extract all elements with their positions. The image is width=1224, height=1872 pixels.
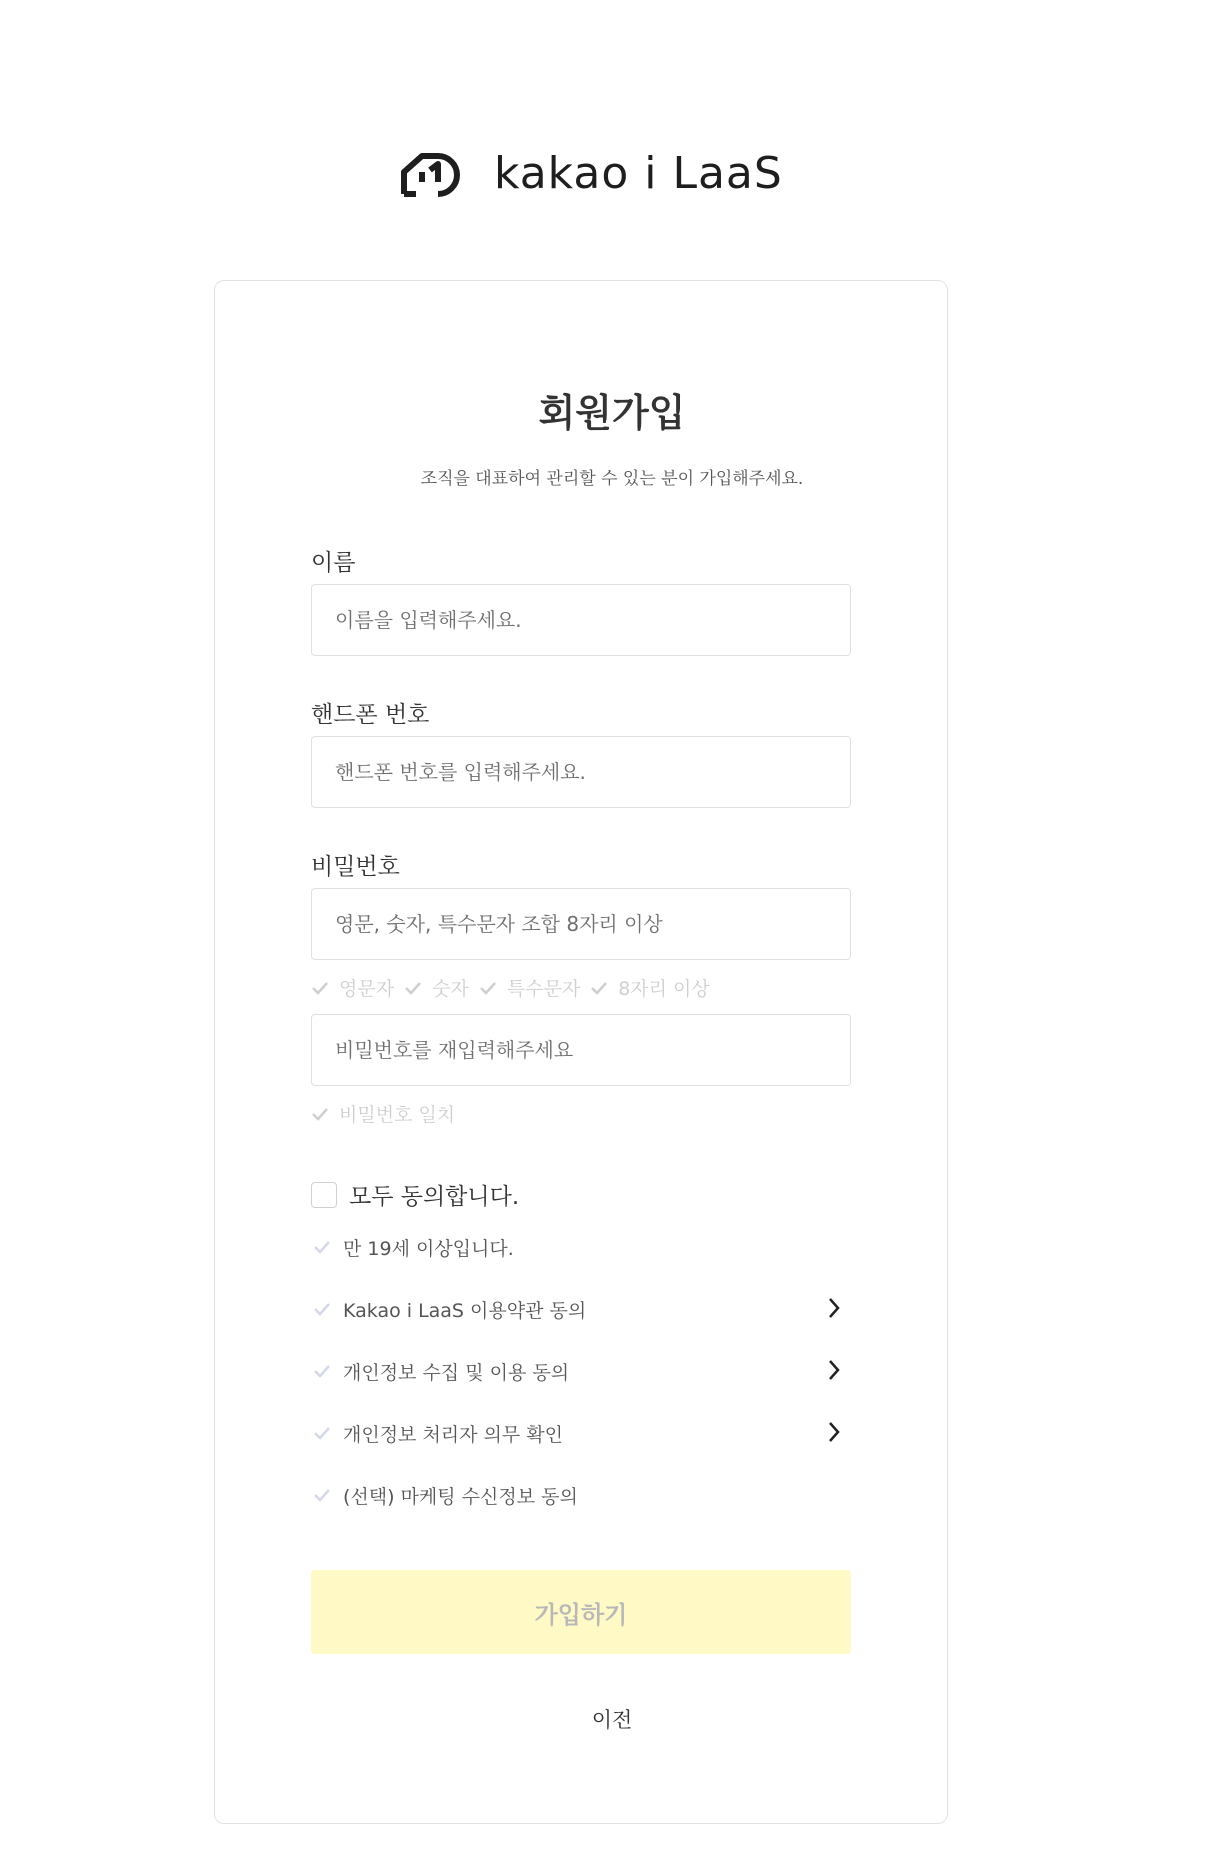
house-logo-icon [400,150,468,198]
term-age[interactable] [311,1232,841,1262]
chevron-right-icon[interactable] [827,1359,841,1381]
match-rule-label: 비밀번호 일치 [339,1104,456,1126]
rule-letters-label: 영문자 [339,978,395,1000]
term-label: Kakao i LaaS 이용약관 동의 [343,1299,587,1322]
check-icon [313,1240,331,1254]
name-label: 이름 [311,550,356,576]
term-label: 개인정보 처리자 의무 확인 [343,1423,564,1446]
signup-button[interactable]: 가입하기 [311,1570,851,1654]
password-label: 비밀번호 [311,854,400,880]
page-subtitle: 조직을 대표하여 관리할 수 있는 분이 가입해주세요. [420,469,804,489]
phone-label: 핸드폰 번호 [311,702,430,728]
check-icon [313,1426,331,1440]
match-rule [311,1100,455,1127]
password-rules [311,974,720,1001]
rule-numbers-label: 숫자 [432,978,469,1000]
rule-length-label: 8자리 이상 [618,978,710,1000]
term-label: 개인정보 수집 및 이용 동의 [343,1361,570,1384]
term-service[interactable] [311,1294,841,1324]
check-icon [311,981,329,995]
rule-length [590,974,710,1001]
rule-letters [311,974,394,1001]
password-input[interactable] [311,888,851,960]
check-icon [404,981,422,995]
check-icon [313,1364,331,1378]
rule-special-label: 특수문자 [506,978,581,1000]
check-icon [313,1302,331,1316]
password-match-rule [311,1100,465,1127]
check-icon [590,981,608,995]
term-privacy-duty[interactable] [311,1418,841,1448]
password-confirm-input[interactable] [311,1014,851,1086]
term-privacy-collection[interactable] [311,1356,841,1386]
agree-all-label: 모두 동의합니다. [349,1184,520,1210]
prev-link[interactable]: 이전 [591,1708,633,1732]
page-title: 회원가입 [538,391,686,435]
brand-name: kakao i LaaS [494,148,783,199]
check-icon [479,981,497,995]
check-icon [313,1488,331,1502]
agree-all-checkbox[interactable] [311,1182,337,1208]
check-icon [311,1107,329,1121]
term-marketing[interactable] [311,1480,841,1510]
rule-numbers [404,974,469,1001]
term-label: (선택) 마케팅 수신정보 동의 [343,1485,578,1508]
brand-logo[interactable] [400,148,783,200]
term-label: 만 19세 이상입니다. [343,1237,514,1260]
chevron-right-icon[interactable] [827,1421,841,1443]
name-input[interactable] [311,584,851,656]
agree-all[interactable] [311,1178,519,1211]
phone-input[interactable] [311,736,851,808]
chevron-right-icon[interactable] [827,1297,841,1319]
rule-special [479,974,580,1001]
